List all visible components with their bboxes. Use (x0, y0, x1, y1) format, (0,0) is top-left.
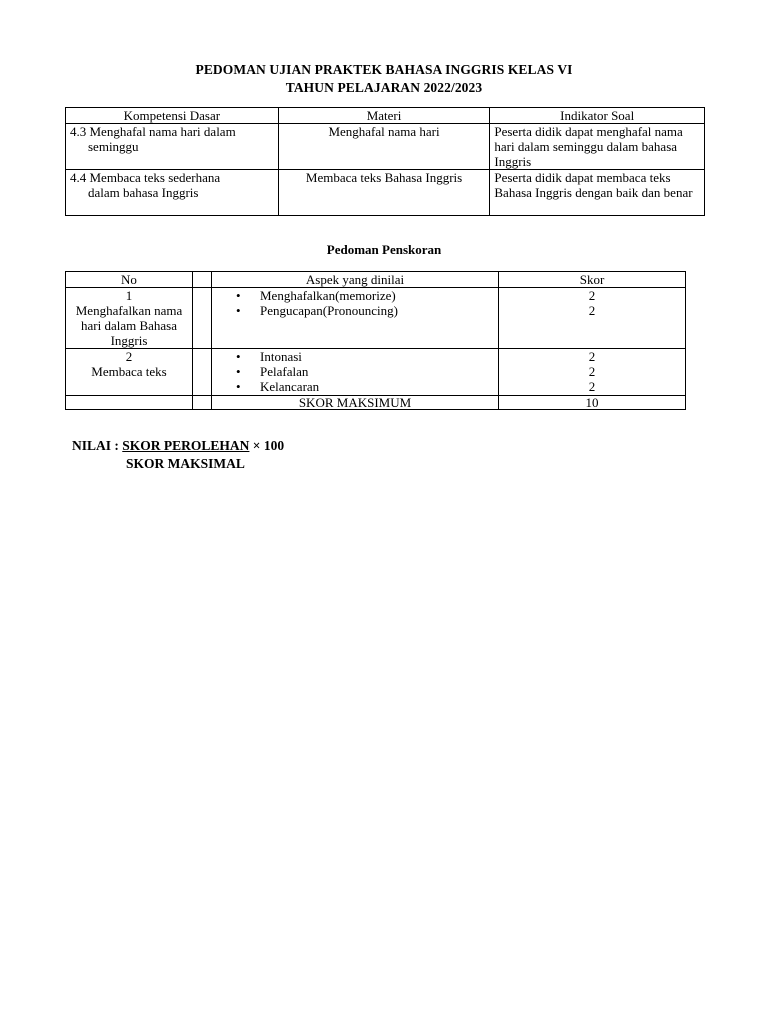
indikator-cell: Peserta didik dapat menghafal nama hari dalam seminggu dalam bahasa Inggris (490, 124, 705, 170)
score-formula (72, 438, 284, 454)
section-heading: Pedoman Penskoran (326, 242, 442, 257)
competency-table (65, 107, 705, 216)
header-indikator: Indikator Soal (490, 108, 705, 124)
competency-table-header (66, 108, 705, 124)
row-number: 2 (125, 349, 133, 364)
header-materi: Materi (278, 108, 490, 124)
row-number: 1 (125, 288, 133, 303)
total-label: SKOR MAKSIMUM (212, 396, 499, 410)
aspect-item: • Pelafalan (236, 364, 494, 379)
kompetensi-cell (66, 124, 279, 170)
score-cell (499, 349, 686, 396)
materi-cell: Membaca teks Bahasa Inggris (278, 170, 490, 216)
document-subtitle-year: TAHUN PELAJARAN 2022/2023 (285, 80, 483, 95)
table-row (66, 124, 705, 170)
row-label: Menghafalkan nama hari dalam Bahasa Inggris (75, 303, 183, 348)
score-cell (499, 288, 686, 349)
score-value: 2 (588, 364, 596, 379)
kompetensi-text-cont: dalam bahasa Inggris (88, 185, 199, 200)
header-aspek: Aspek yang dinilai (212, 272, 499, 288)
aspect-item: • Pengucapan(Pronouncing) (236, 303, 494, 318)
formula-suffix: × 100 (249, 438, 285, 453)
blank-cell (193, 349, 212, 396)
aspect-cell (212, 349, 499, 396)
materi-cell: Menghafal nama hari (278, 124, 490, 170)
formula-prefix: NILAI : (72, 438, 123, 453)
aspect-item: • Intonasi (236, 349, 494, 364)
kompetensi-text-cont: seminggu (88, 139, 139, 154)
table-row (66, 288, 686, 349)
aspect-cell (212, 288, 499, 349)
score-value: 2 (588, 349, 596, 364)
kompetensi-cell (66, 170, 279, 216)
header-blank (193, 272, 212, 288)
header-skor: Skor (499, 272, 686, 288)
table-row (66, 170, 705, 216)
blank-cell (193, 396, 212, 410)
score-value: 2 (588, 379, 596, 394)
total-row (66, 396, 686, 410)
header-no: No (66, 272, 193, 288)
document-title: PEDOMAN UJIAN PRAKTEK BAHASA INGGRIS KELAS VI (195, 62, 573, 77)
kompetensi-text: 4.3 Menghafal nama hari dalam (70, 124, 236, 139)
kompetensi-text: 4.4 Membaca teks sederhana (70, 170, 221, 185)
scoring-table-header (66, 272, 686, 288)
indikator-cell: Peserta didik dapat membaca teks Bahasa Inggris dengan baik dan benar (490, 170, 705, 216)
blank-cell (193, 288, 212, 349)
header-kompetensi: Kompetensi Dasar (66, 108, 279, 124)
aspect-item: • Kelancaran (236, 379, 494, 394)
scoring-table (65, 271, 686, 410)
formula-denominator: SKOR MAKSIMAL (126, 456, 245, 471)
no-cell (66, 349, 193, 396)
total-value: 10 (499, 396, 686, 410)
row-label: Membaca teks (91, 364, 167, 379)
table-row (66, 349, 686, 396)
score-value: 2 (588, 288, 596, 303)
blank-cell (66, 396, 193, 410)
score-value: 2 (588, 303, 596, 318)
no-cell (66, 288, 193, 349)
aspect-item: • Menghafalkan(memorize) (236, 288, 494, 303)
formula-numerator: SKOR PEROLEHAN (122, 438, 250, 453)
